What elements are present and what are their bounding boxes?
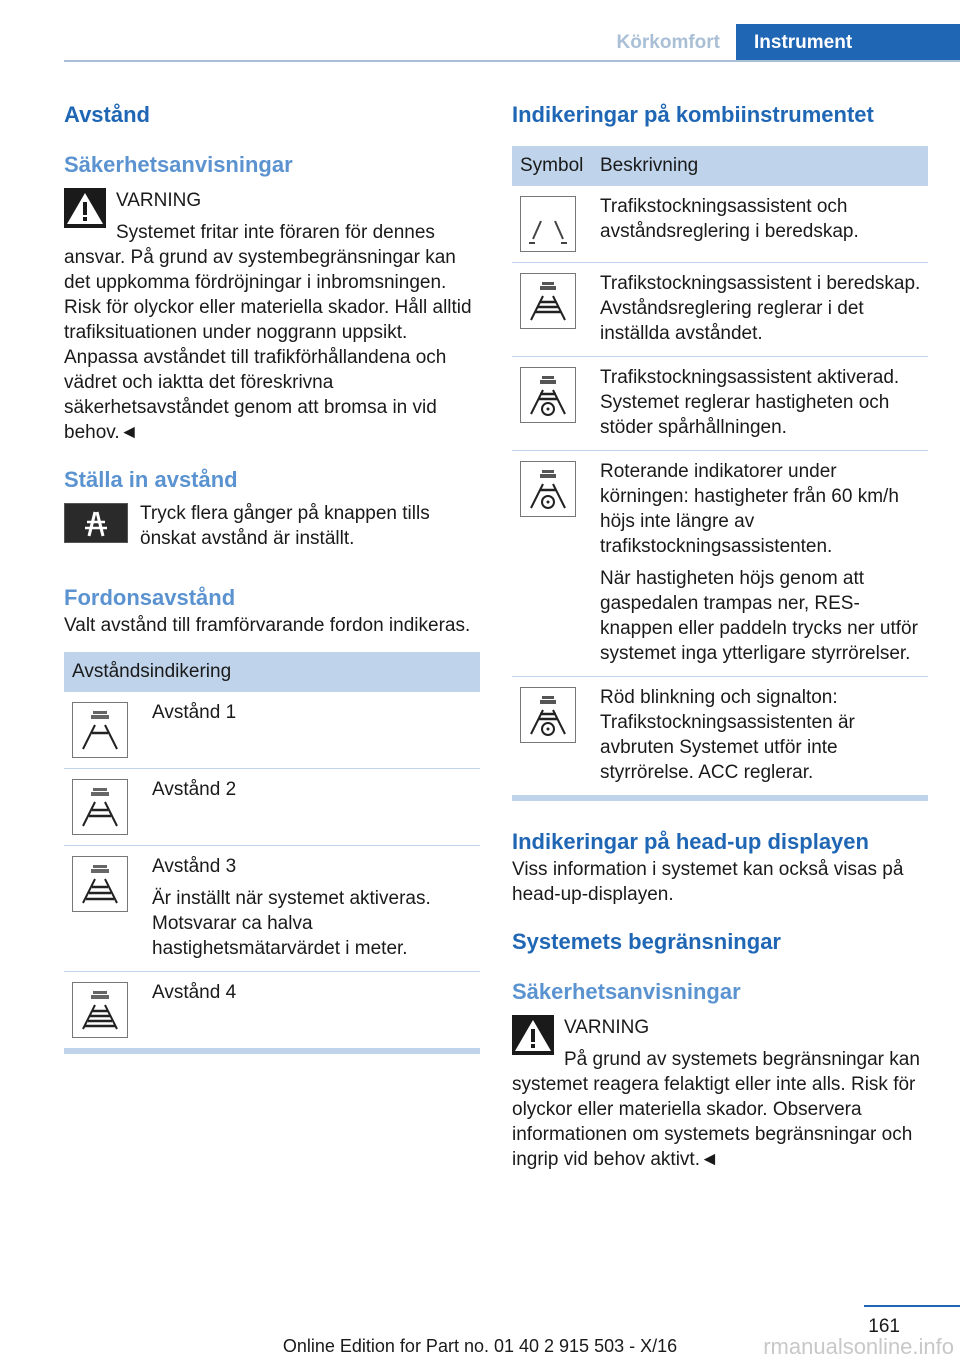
table-end-bar — [512, 796, 928, 801]
symbol-description-note: När hastigheten höjs genom att gaspedalen trampas ner, RES-knappen eller paddeln trycks ner utför systemet inga ytterligare styrrörelser. — [600, 568, 918, 664]
table-row — [64, 769, 480, 846]
heading-sakerhetsanvisningar-2: Säkerhetsanvisningar — [512, 979, 741, 1004]
symbol-description: Trafikstockningsassistent och avståndsreglering i beredskap. — [600, 196, 859, 242]
fordonsavstand-text: Valt avstånd till framförvarande fordon indikeras. — [64, 615, 471, 636]
edition-line: Online Edition for Part no. 01 40 2 915 503 - X/16 — [282, 1336, 678, 1356]
warning-text: På grund av systemets begränsningar kan systemet reagera felaktigt eller inte alls. Risk för olyckor eller materiella skador. Observera informationen om systemets begränsningar och ingrip vid behov aktivt.◄ — [512, 1049, 920, 1170]
distance-table — [64, 652, 480, 1049]
table-row — [64, 692, 480, 769]
warning-triangle-icon — [512, 1015, 554, 1055]
right-column — [512, 96, 928, 1172]
warning-triangle-icon — [64, 188, 106, 228]
warning-title: VARNING — [564, 1017, 650, 1038]
table-row — [512, 263, 928, 357]
distance-1-icon — [72, 702, 128, 758]
page-header — [0, 0, 960, 64]
page-number: 161 — [868, 1316, 900, 1337]
heading-sakerhetsanvisningar: Säkerhetsanvisningar — [64, 152, 293, 177]
table-row — [512, 357, 928, 451]
distance-button-icon — [64, 503, 128, 543]
symbol-description: Trafikstockningsassistent aktiverad. Systemet reglerar hastigheten och stöder spårhållningen. — [600, 367, 900, 438]
distance-row-note: Är inställt när systemet aktiveras. Motsvarar ca halva hastighetsmätarvärdet i meter. — [152, 888, 431, 959]
distance-3-icon — [72, 856, 128, 912]
tab-instrument[interactable]: Instrument — [736, 24, 960, 62]
symbol-description: Röd blinkning och signalton: Trafikstockningsassistenten är avbruten Systemet utför inte styrrörelse. ACC reglerar. — [600, 687, 855, 783]
warning-title: VARNING — [116, 190, 202, 211]
warning-text: Systemet fritar inte föraren för dennes ansvar. På grund av systembegränsningar kan det uppkomma fördröjningar i inbromsningen. Risk för olyckor eller materiella skador. Håll alltid trafiksituationen under noggrann uppsikt. Anpassa avståndet till trafikförhållandena och vädret och iaktta det föreskrivna säkerhetsavståndet genom att bromsa in vid behov.◄ — [64, 222, 472, 443]
symbol-description: Trafikstockningsassistent i beredskap. Avståndsreglering reglerar i det inställda avståndet. — [600, 273, 921, 344]
distance-table-header: Avståndsindikering — [64, 652, 480, 692]
column-header-description: Beskrivning — [592, 146, 928, 186]
table-row — [64, 972, 480, 1049]
distance-row-text: Avstånd 2 — [152, 779, 237, 800]
table-row — [512, 677, 928, 796]
heading-stalla-in-avstand: Ställa in avstånd — [64, 467, 238, 492]
symbol-description: Roterande indikatorer under körningen: hastigheter från 60 km/h höjs inte längre av trafikstockningsassistenten. — [600, 461, 899, 557]
watermark: rmanualsonline.info — [763, 1334, 954, 1359]
button-instruction-text: Tryck flera gånger på knappen tills önskat avstånd är inställt. — [140, 503, 430, 549]
distance-row-text: Avstånd 1 — [152, 702, 237, 723]
button-instruction — [64, 501, 480, 551]
heading-avstand: Avstånd — [64, 102, 150, 127]
symbol-table — [512, 146, 928, 796]
lane-steering-active-icon — [520, 367, 576, 423]
distance-2-icon — [72, 779, 128, 835]
lane-lines-standby-icon — [520, 196, 576, 252]
distance-row-text: Avstånd 3 — [152, 856, 237, 877]
heading-fordonsavstand: Fordonsavstånd — [64, 585, 236, 610]
lane-car-distance-icon — [520, 273, 576, 329]
heading-indikeringar-kombi: Indikeringar på kombiinstrumentet — [512, 102, 874, 127]
heading-head-up: Indikeringar på head-up displayen — [512, 829, 869, 854]
tab-korkomfort[interactable]: Körkomfort — [616, 32, 720, 53]
head-up-text: Viss information i systemet kan också visas på head-up-displayen. — [512, 859, 904, 905]
lane-red-blink-icon — [520, 687, 576, 743]
distance-row-text: Avstånd 4 — [152, 982, 237, 1003]
table-end-bar — [64, 1049, 480, 1054]
warning-block — [64, 188, 480, 445]
heading-begransningar: Systemets begränsningar — [512, 929, 781, 954]
header-divider — [64, 60, 960, 62]
left-column — [64, 96, 480, 1054]
table-row — [512, 451, 928, 677]
distance-4-icon — [72, 982, 128, 1038]
column-header-symbol: Symbol — [512, 146, 592, 186]
page-number-rule — [864, 1305, 960, 1307]
lane-rotating-indicator-icon — [520, 461, 576, 517]
table-row — [64, 846, 480, 972]
table-row — [512, 186, 928, 263]
warning-block — [512, 1015, 928, 1172]
